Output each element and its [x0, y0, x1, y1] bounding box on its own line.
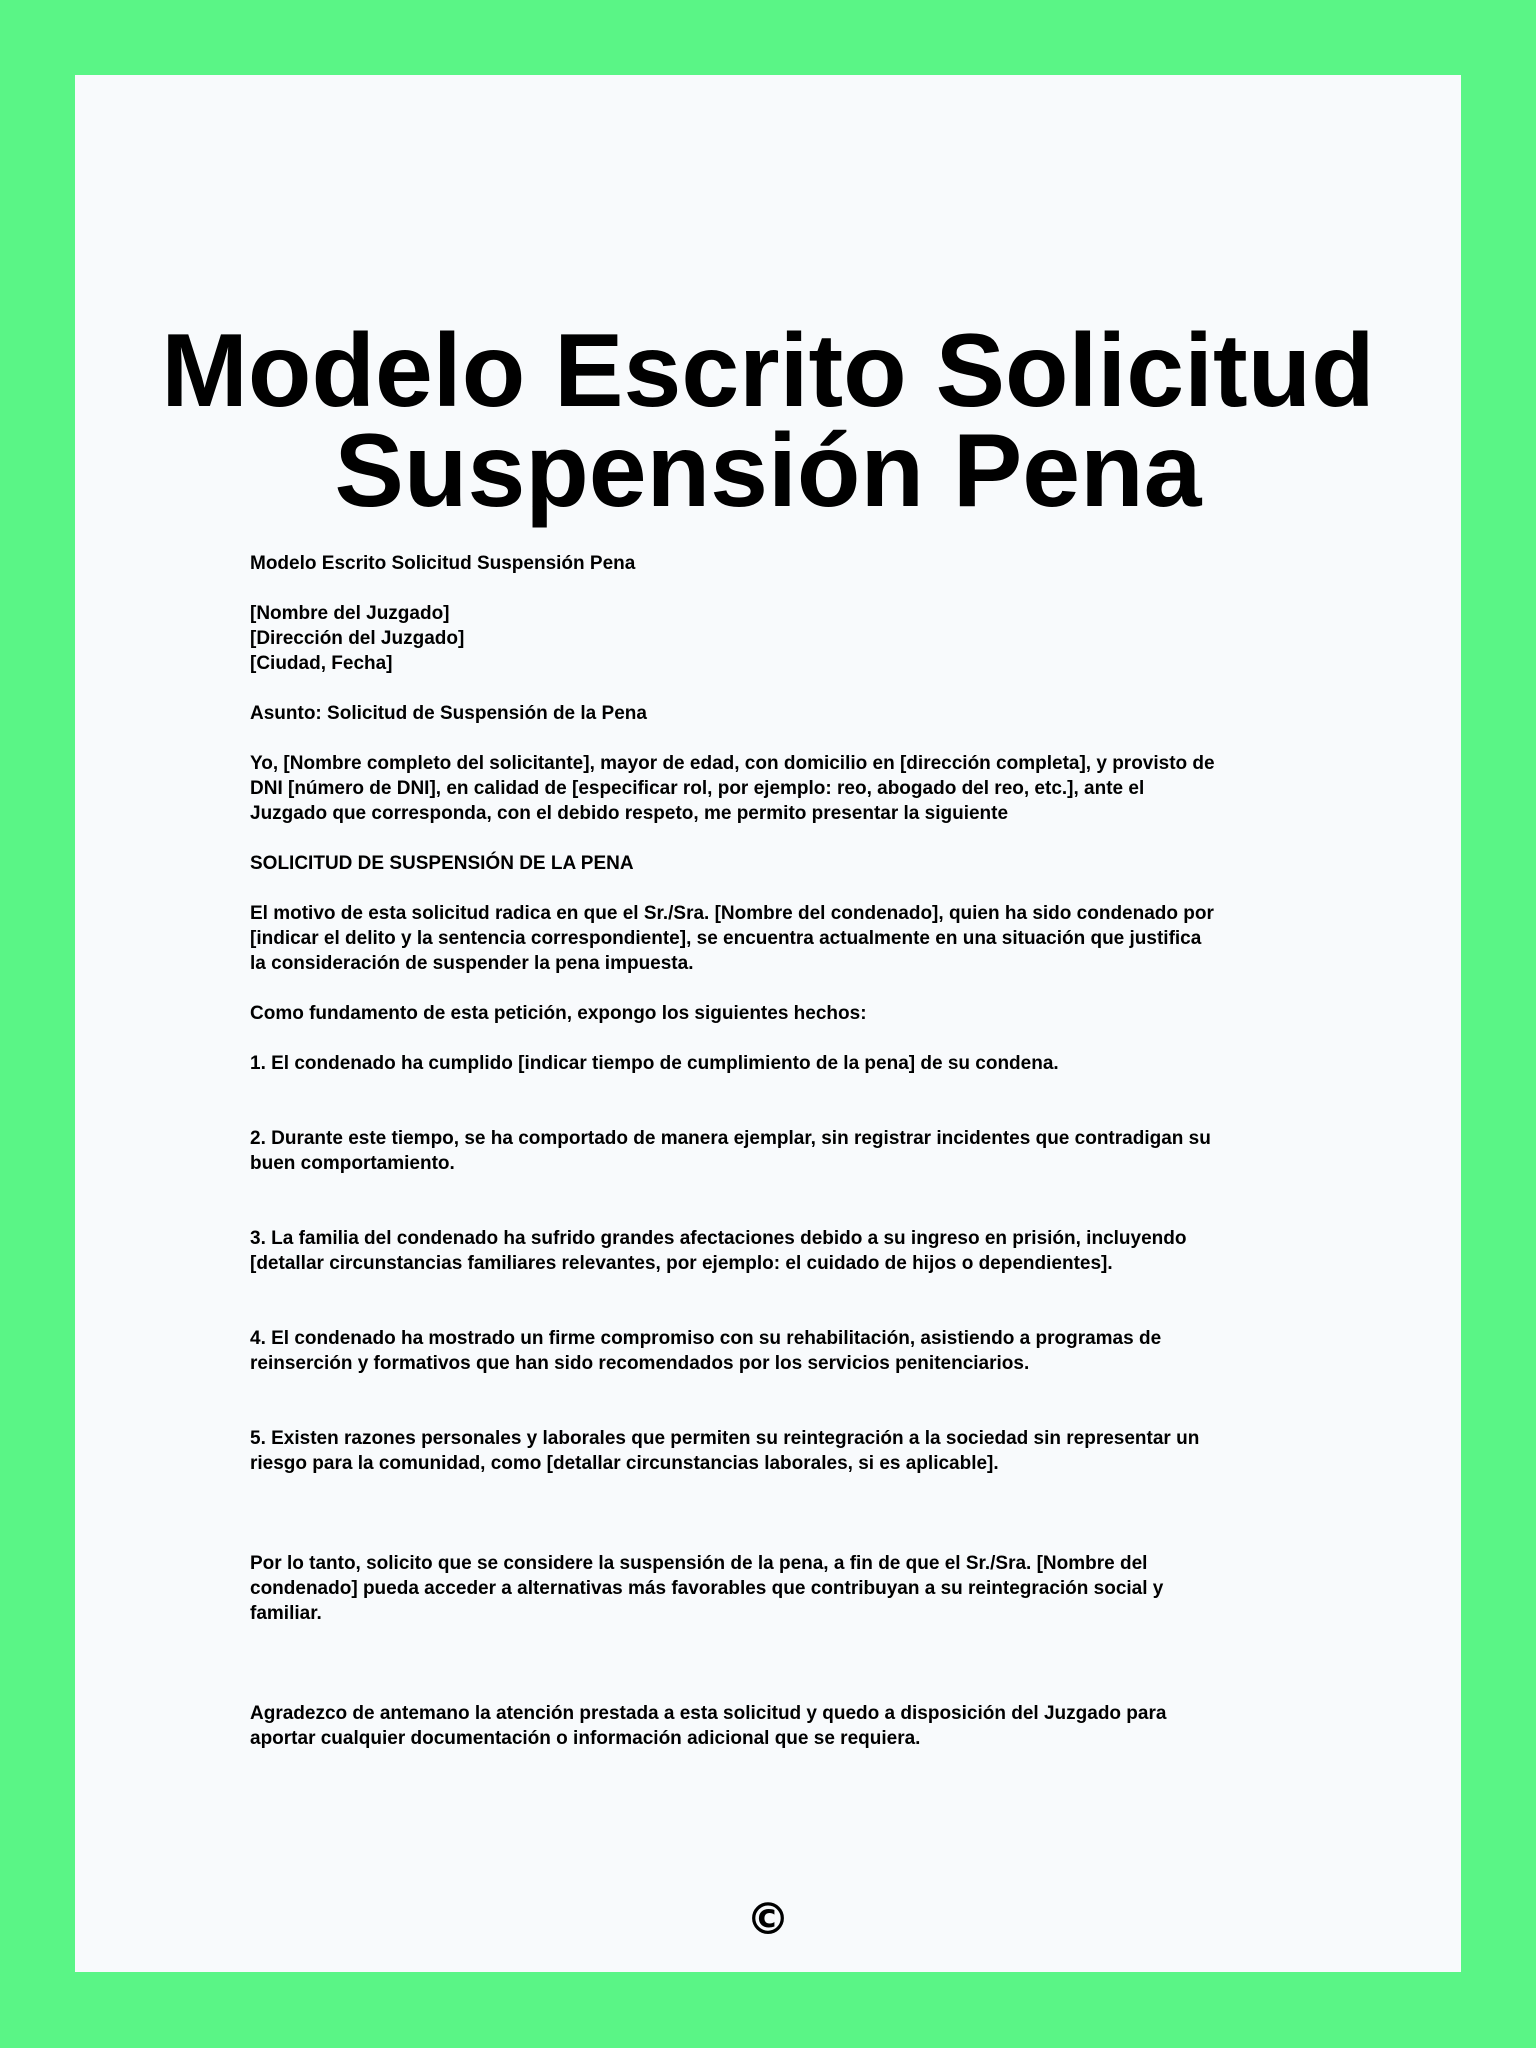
intro-line: Yo, [Nombre completo del solicitante], mayor de edad, con domicilio en [dirección completa], y provisto de — [250, 753, 1215, 774]
motive-line: El motivo de esta solicitud radica en que el Sr./Sra. [Nombre del condenado], quien ha sido condenado por — [250, 903, 1214, 924]
closing-line: aportar cualquier documentación o información adicional que se requiera. — [250, 1728, 921, 1749]
request-line: familiar. — [250, 1603, 322, 1624]
fact-2 — [250, 1126, 1370, 1176]
letter-heading: Modelo Escrito Solicitud Suspensión Pena — [250, 553, 636, 574]
fact-line: 4. El condenado ha mostrado un firme compromiso con su rehabilitación, asistiendo a programas de — [250, 1328, 1162, 1349]
subject-line: Asunto: Solicitud de Suspensión de la Pena — [250, 703, 647, 724]
facts-intro: Como fundamento de esta petición, expongo los siguientes hechos: — [250, 1003, 867, 1024]
title-line-2: Suspensión Pena — [334, 413, 1202, 529]
fact-line: 2. Durante este tiempo, se ha comportado de manera ejemplar, sin registrar incidentes que contradigan su — [250, 1128, 1211, 1149]
closing-line: Agradezco de antemano la atención prestada a esta solicitud y quedo a disposición del Juzgado para — [250, 1703, 1167, 1724]
intro-line: DNI [número de DNI], en calidad de [especificar rol, por ejemplo: reo, abogado del reo, etc.], ante el — [250, 778, 1145, 799]
fact-1 — [250, 1051, 1370, 1076]
copyright-icon: © — [746, 1894, 790, 1945]
fact-5 — [250, 1426, 1370, 1476]
fact-line: 1. El condenado ha cumplido [indicar tiempo de cumplimiento de la pena] de su condena. — [250, 1053, 1059, 1074]
document-title — [75, 313, 1461, 529]
fact-line: 5. Existen razones personales y laborales que permiten su reintegración a la sociedad sin representar un — [250, 1428, 1200, 1449]
fact-4 — [250, 1326, 1370, 1376]
fact-line: buen comportamiento. — [250, 1153, 455, 1174]
fact-line: reinserción y formativos que han sido recomendados por los servicios penitenciarios. — [250, 1353, 1030, 1374]
fact-line: [detallar circunstancias familiares relevantes, por ejemplo: el cuidado de hijos o dependientes]. — [250, 1253, 1113, 1274]
request-line: Por lo tanto, solicito que se considere la suspensión de la pena, a fin de que el Sr./Sra. [Nombre del — [250, 1553, 1148, 1574]
request-paragraph — [250, 1551, 1370, 1626]
motive-line: [indicar el delito y la sentencia correspondiente], se encuentra actualmente en una situación que justifica — [250, 928, 1202, 949]
court-address: [Dirección del Juzgado] — [250, 628, 465, 649]
fact-line: 3. La familia del condenado ha sufrido grandes afectaciones debido a su ingreso en prisión, incluyendo — [250, 1228, 1187, 1249]
intro-paragraph — [250, 751, 1370, 826]
intro-line: Juzgado que corresponda, con el debido respeto, me permito presentar la siguiente — [250, 803, 1009, 824]
title-line-1: Modelo Escrito Solicitud — [161, 313, 1375, 429]
fact-line: riesgo para la comunidad, como [detallar circunstancias laborales, si es aplicable]. — [250, 1453, 999, 1474]
request-line: condenado] pueda acceder a alternativas más favorables que contribuyan a su reintegración social y — [250, 1578, 1164, 1599]
motive-paragraph — [250, 901, 1370, 976]
fact-3 — [250, 1226, 1370, 1276]
closing-paragraph — [250, 1701, 1370, 1751]
court-name: [Nombre del Juzgado] — [250, 603, 450, 624]
document-sheet — [75, 75, 1461, 1972]
motive-line: la consideración de suspender la pena impuesta. — [250, 953, 694, 974]
section-heading: SOLICITUD DE SUSPENSIÓN DE LA PENA — [250, 853, 634, 874]
letter-body — [250, 551, 1370, 1751]
city-date: [Ciudad, Fecha] — [250, 653, 393, 674]
